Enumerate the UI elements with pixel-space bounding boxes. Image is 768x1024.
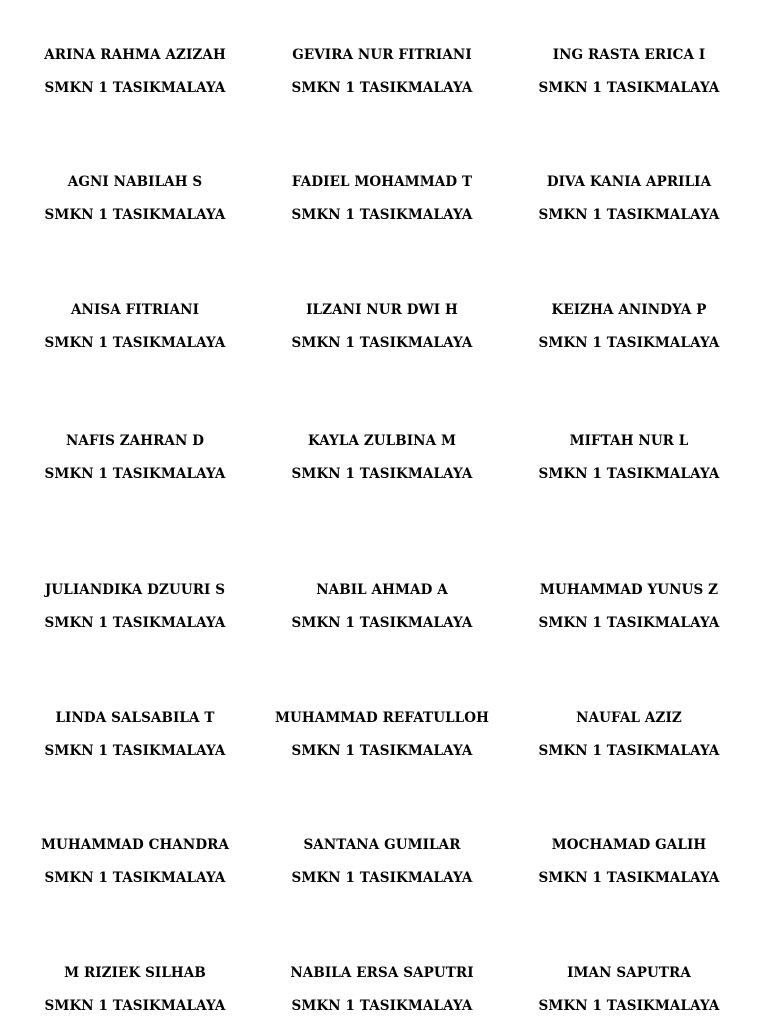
- school-name: SMKN 1 TASIKMALAYA: [291, 743, 473, 759]
- name-label: [12, 837, 258, 886]
- school-name: SMKN 1 TASIKMALAYA: [538, 207, 720, 223]
- name-label: [506, 302, 752, 351]
- student-name: FADIEL MOHAMMAD T: [291, 174, 473, 190]
- name-label: [506, 47, 752, 96]
- name-label: [12, 965, 258, 1014]
- name-label: [12, 302, 258, 351]
- school-name: SMKN 1 TASIKMALAYA: [44, 335, 226, 351]
- school-name: SMKN 1 TASIKMALAYA: [291, 80, 473, 96]
- school-name: SMKN 1 TASIKMALAYA: [538, 615, 720, 631]
- name-label: [506, 965, 752, 1014]
- student-name: MIFTAH NUR L: [569, 433, 689, 449]
- school-name: SMKN 1 TASIKMALAYA: [44, 466, 226, 482]
- student-name: LINDA SALSABILA T: [55, 710, 215, 726]
- student-name: NABIL AHMAD A: [316, 582, 448, 598]
- student-name: NAFIS ZAHRAN D: [65, 433, 205, 449]
- student-name: KEIZHA ANINDYA P: [551, 302, 707, 318]
- school-name: SMKN 1 TASIKMALAYA: [291, 998, 473, 1014]
- school-name: SMKN 1 TASIKMALAYA: [44, 998, 226, 1014]
- name-label: [12, 582, 258, 631]
- school-name: SMKN 1 TASIKMALAYA: [538, 466, 720, 482]
- student-name: MUHAMMAD YUNUS Z: [539, 582, 719, 598]
- name-label: [259, 710, 505, 759]
- student-name: NAUFAL AZIZ: [576, 710, 682, 726]
- name-label: [259, 433, 505, 482]
- student-name: ARINA RAHMA AZIZAH: [44, 47, 226, 63]
- name-label: [259, 174, 505, 223]
- student-name: GEVIRA NUR FITRIANI: [292, 47, 472, 63]
- name-label: [12, 433, 258, 482]
- student-name: DIVA KANIA APRILIA: [546, 174, 712, 190]
- school-name: SMKN 1 TASIKMALAYA: [44, 615, 226, 631]
- student-name: NABILA ERSA SAPUTRI: [290, 965, 474, 981]
- student-name: ILZANI NUR DWI H: [306, 302, 458, 318]
- school-name: SMKN 1 TASIKMALAYA: [538, 870, 720, 886]
- name-label: [12, 174, 258, 223]
- school-name: SMKN 1 TASIKMALAYA: [291, 335, 473, 351]
- school-name: SMKN 1 TASIKMALAYA: [44, 80, 226, 96]
- name-label: [12, 47, 258, 96]
- name-label: [506, 710, 752, 759]
- name-label: [506, 582, 752, 631]
- school-name: SMKN 1 TASIKMALAYA: [44, 207, 226, 223]
- name-label: [506, 174, 752, 223]
- student-name: JULIANDIKA DZUURI S: [44, 582, 226, 598]
- name-label: [259, 965, 505, 1014]
- student-name: M RIZIEK SILHAB: [64, 965, 206, 981]
- name-label: [12, 710, 258, 759]
- school-name: SMKN 1 TASIKMALAYA: [538, 998, 720, 1014]
- name-label: [259, 47, 505, 96]
- school-name: SMKN 1 TASIKMALAYA: [44, 870, 226, 886]
- name-label: [259, 582, 505, 631]
- school-name: SMKN 1 TASIKMALAYA: [44, 743, 226, 759]
- student-name: AGNI NABILAH S: [67, 174, 203, 190]
- student-name: MUHAMMAD REFATULLOH: [275, 710, 489, 726]
- name-label: [259, 837, 505, 886]
- school-name: SMKN 1 TASIKMALAYA: [291, 615, 473, 631]
- school-name: SMKN 1 TASIKMALAYA: [538, 335, 720, 351]
- school-name: SMKN 1 TASIKMALAYA: [291, 207, 473, 223]
- student-name: ANISA FITRIANI: [70, 302, 200, 318]
- student-name: SANTANA GUMILAR: [303, 837, 461, 853]
- school-name: SMKN 1 TASIKMALAYA: [291, 870, 473, 886]
- name-label: [506, 433, 752, 482]
- student-name: ING RASTA ERICA I: [552, 47, 706, 63]
- student-name: IMAN SAPUTRA: [567, 965, 691, 981]
- student-name: MUHAMMAD CHANDRA: [40, 837, 230, 853]
- student-name: KAYLA ZULBINA M: [307, 433, 457, 449]
- school-name: SMKN 1 TASIKMALAYA: [538, 80, 720, 96]
- school-name: SMKN 1 TASIKMALAYA: [291, 466, 473, 482]
- student-name: MOCHAMAD GALIH: [551, 837, 707, 853]
- name-label: [506, 837, 752, 886]
- name-label: [259, 302, 505, 351]
- school-name: SMKN 1 TASIKMALAYA: [538, 743, 720, 759]
